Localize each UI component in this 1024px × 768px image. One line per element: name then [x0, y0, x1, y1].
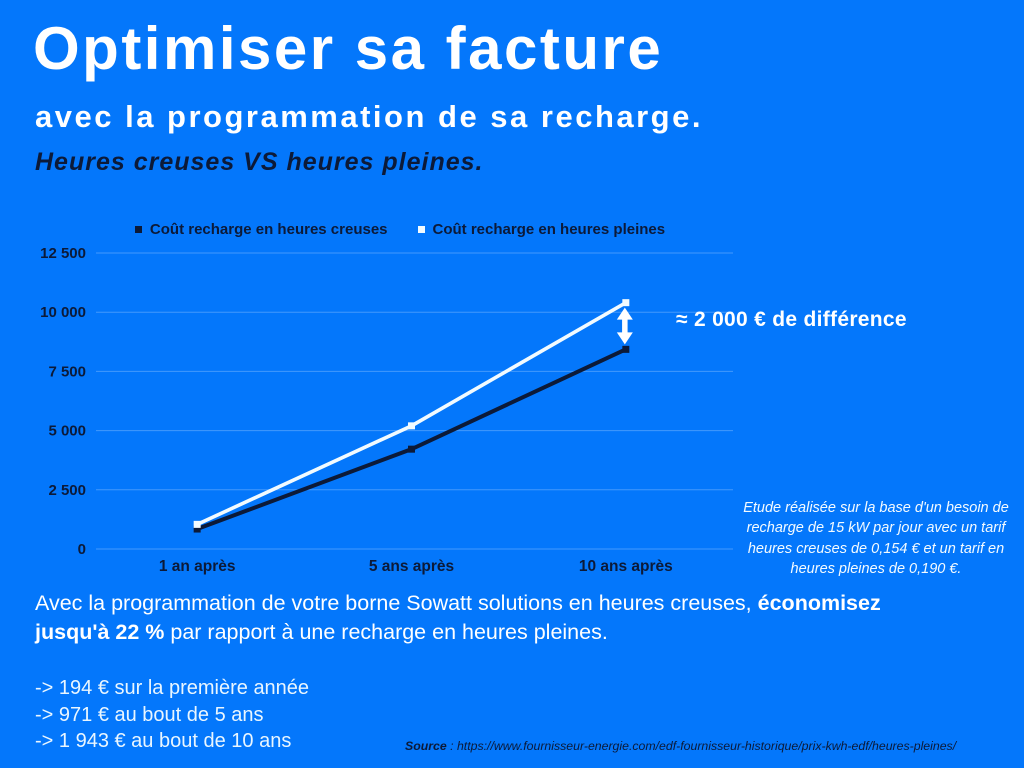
source-line	[405, 739, 956, 753]
x-category-label: 1 an après	[158, 558, 236, 575]
source-url: https://www.fournisseur-energie.com/edf-fournisseur-historique/prix-kwh-edf/heures-pleines/	[456, 739, 957, 753]
savings-item: -> 194 € sur la première année	[35, 677, 310, 699]
summary-text-2: par rapport à une recharge en heures pleines.	[164, 620, 608, 645]
summary-paragraph	[35, 589, 1003, 647]
data-point-marker	[408, 422, 415, 429]
y-tick-label: 2 500	[48, 481, 86, 499]
y-tick-label: 7 500	[48, 363, 86, 381]
summary-bold-1: économisez	[757, 591, 881, 615]
legend-label: Coût recharge en heures pleines	[432, 221, 666, 238]
source-label: Source	[405, 739, 447, 753]
series-line-pleines	[197, 303, 626, 525]
study-note: Etude réalisée sur la base d'un besoin de recharge de 15 kW par jour avec un tarif heures creuses de 0,154 € et un tarif en heures pleines de 0,190 €.	[743, 500, 1009, 577]
source-separator: :	[446, 739, 457, 753]
line-chart	[0, 220, 760, 590]
page-title: Optimiser sa facture	[33, 15, 664, 82]
savings-item: -> 971 € au bout de 5 ans	[35, 703, 264, 726]
series-line-creuses	[197, 349, 626, 529]
y-tick-label: 0	[77, 541, 86, 558]
difference-annotation: ≈ 2 000 € de différence	[676, 308, 907, 331]
savings-item: -> 1 943 € au bout de 10 ans	[35, 730, 292, 752]
y-tick-label: 5 000	[48, 422, 86, 440]
data-point-marker	[194, 521, 201, 528]
y-tick-label: 12 500	[40, 245, 86, 262]
summary-bold-2: jusqu'à 22 %	[35, 620, 165, 645]
data-point-marker	[622, 346, 629, 353]
data-point-marker	[408, 446, 415, 453]
data-point-marker	[622, 299, 629, 306]
page-tagline: Heures creuses VS heures pleines.	[35, 148, 484, 176]
savings-list	[35, 675, 309, 755]
x-category-label: 5 ans après	[368, 558, 455, 575]
legend-label: Coût recharge en heures creuses	[149, 221, 388, 238]
y-tick-label: 10 000	[40, 304, 86, 322]
x-category-label: 10 ans après	[578, 558, 673, 575]
page-subtitle: avec la programmation de sa recharge.	[35, 99, 703, 134]
summary-text: Avec la programmation de votre borne Sowatt solutions en heures creuses,	[35, 591, 758, 615]
